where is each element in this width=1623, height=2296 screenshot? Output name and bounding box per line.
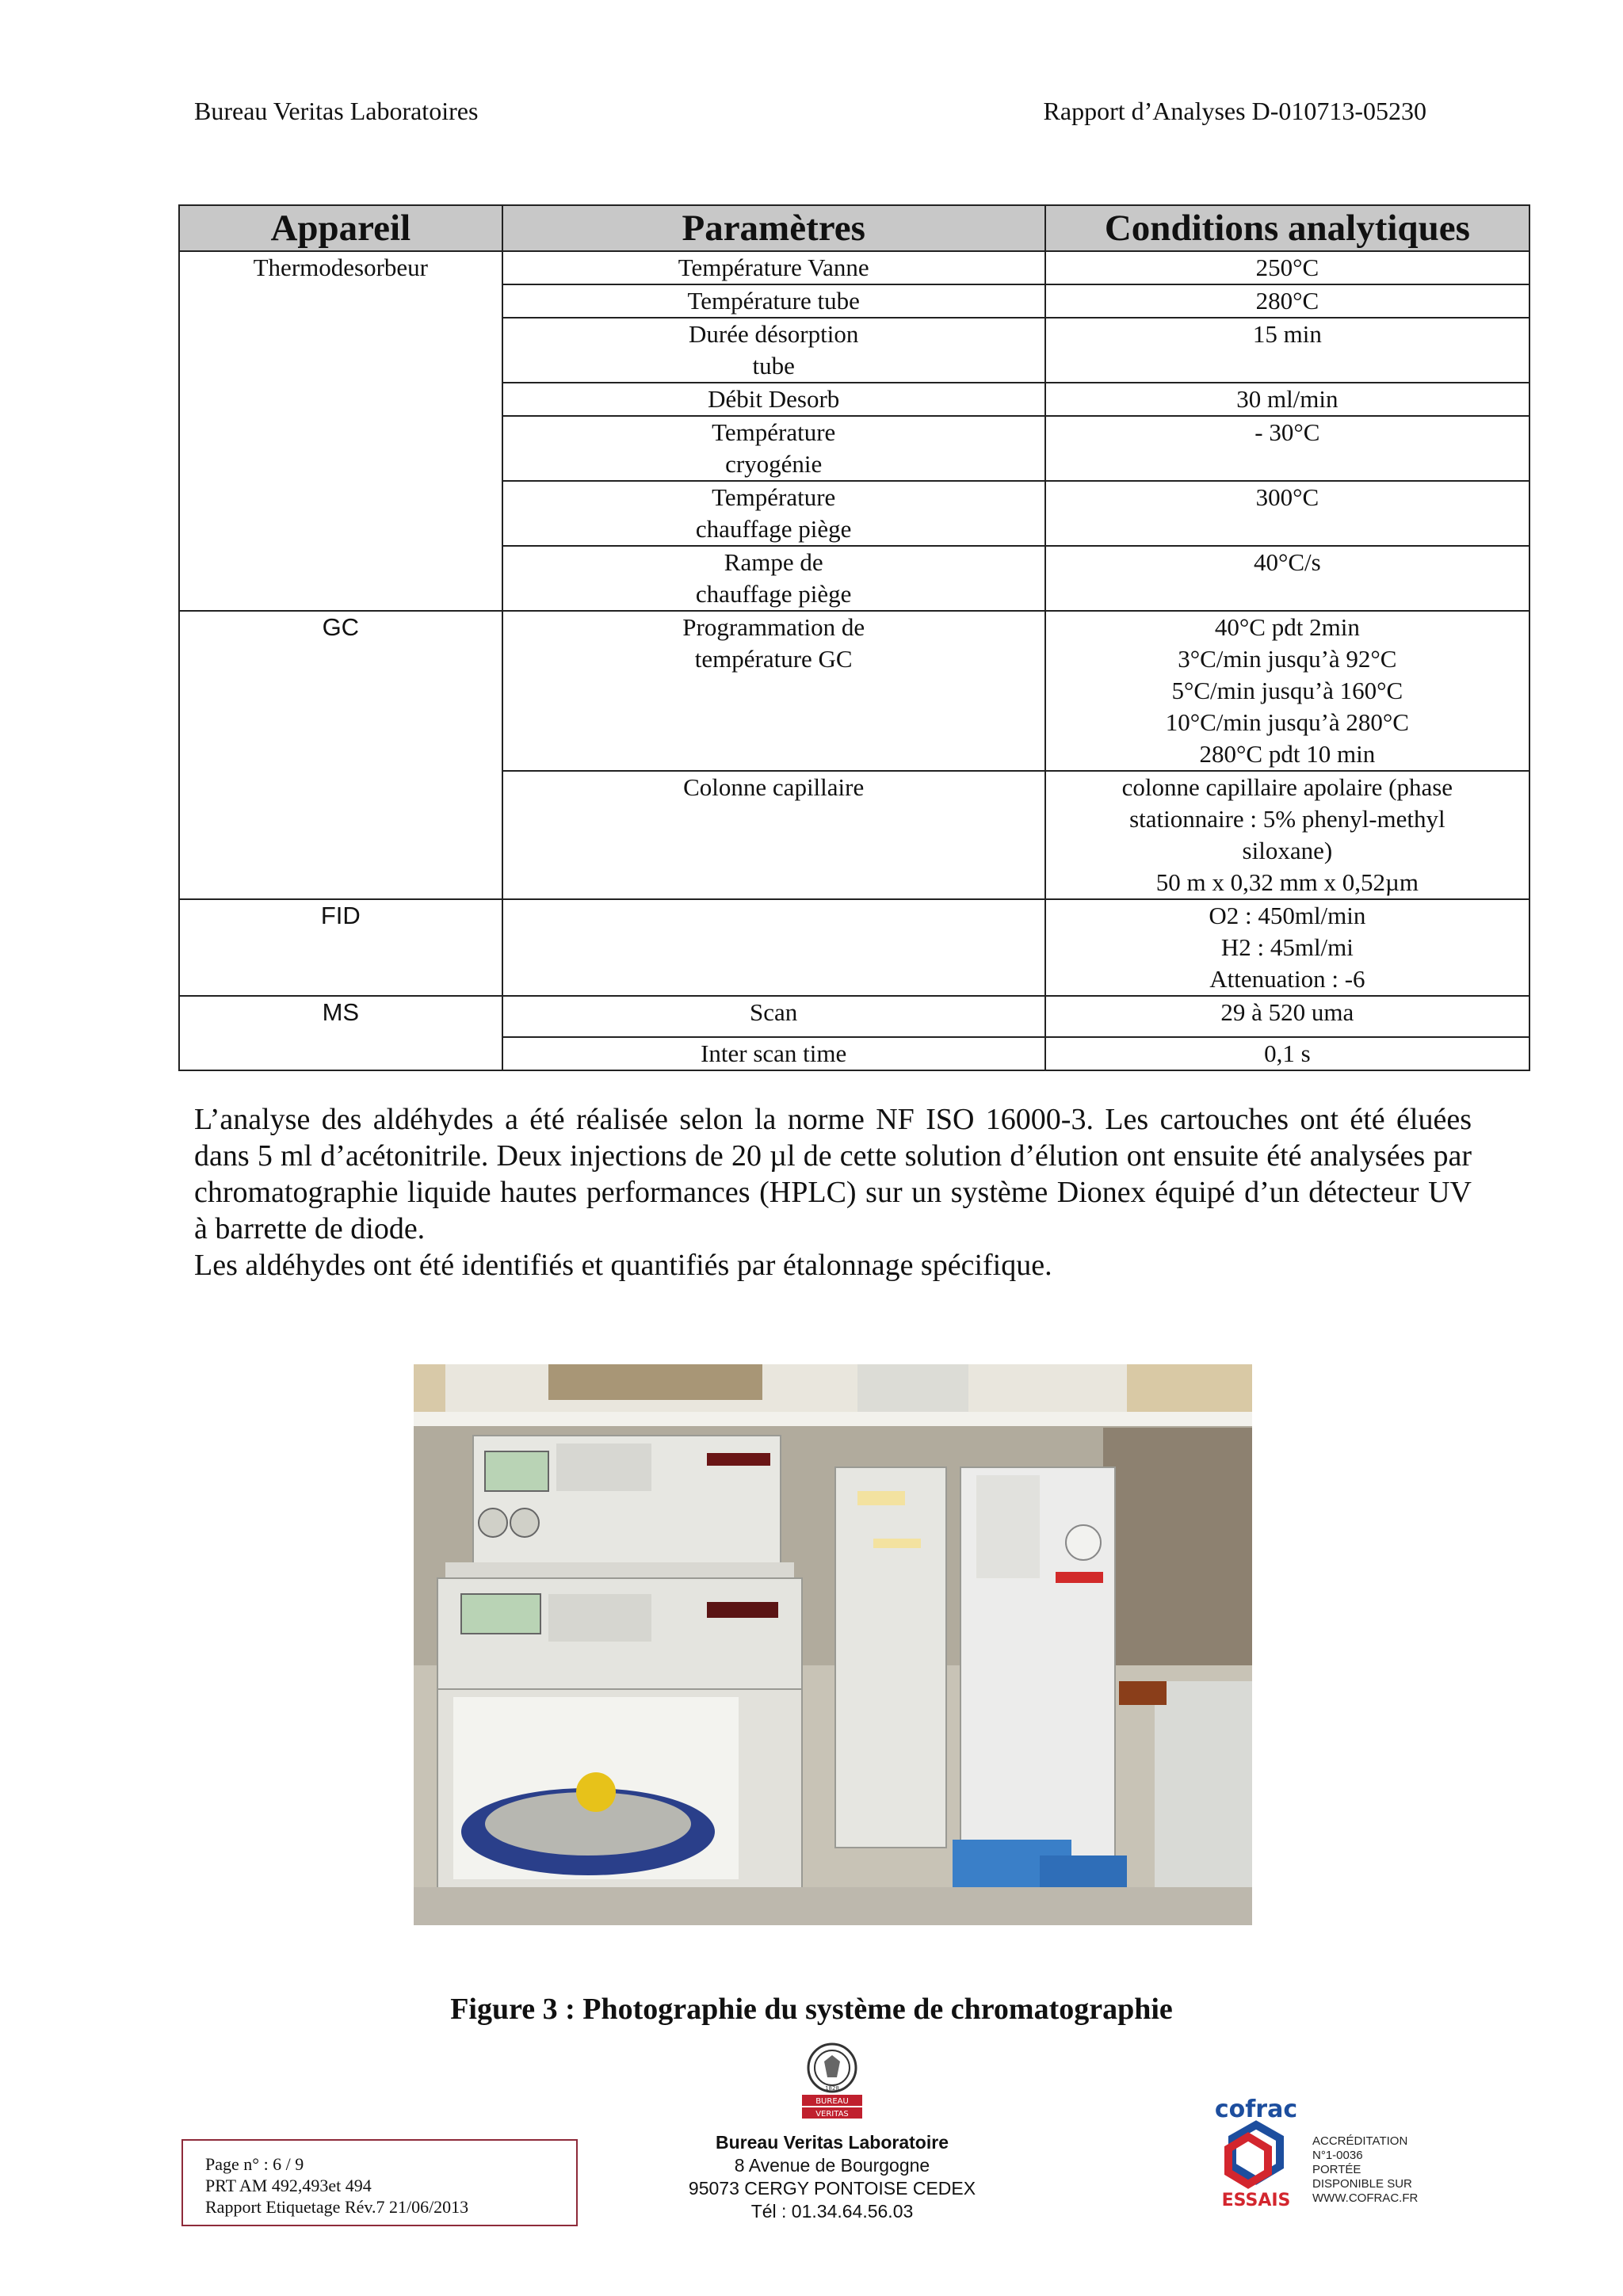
param-line: chauffage piège — [695, 515, 852, 543]
cofrac-logo — [1212, 2093, 1300, 2212]
chromatography-system-photo — [414, 1364, 1252, 1925]
param-cell — [502, 611, 1045, 771]
cond-line: 5°C/min jusqu’à 160°C — [1171, 677, 1403, 704]
lab-address — [650, 2131, 1014, 2223]
param-line: Scan — [750, 998, 798, 1026]
cond-line: colonne capillaire apolaire (phase — [1121, 773, 1453, 801]
appareil-thermodesorbeur: Thermodesorbeur — [179, 251, 502, 611]
cond-line: - 30°C — [1254, 418, 1320, 446]
header-report-number: Rapport d’Analyses D-010713-05230 — [1043, 97, 1426, 125]
param-cell-empty — [502, 899, 1045, 996]
cond-cell — [1045, 284, 1529, 318]
param-line: température GC — [694, 645, 853, 673]
param-line: Température Vanne — [678, 254, 869, 281]
cond-line: 3°C/min jusqu’à 92°C — [1178, 645, 1397, 673]
bv-logo-line-1: BUREAU — [815, 2097, 849, 2106]
param-line: Température — [712, 418, 836, 446]
param-cell — [502, 284, 1045, 318]
cond-cell — [1045, 416, 1529, 481]
procedure-reference: PRT AM 492,493et 494 — [205, 2176, 372, 2195]
accreditation-notice — [1312, 2134, 1418, 2206]
table-header-row — [179, 205, 1529, 251]
paragraph-aldehydes-method: L’analyse des aldéhydes a été réalisée selon la norme NF ISO 16000-3. Les cartouches ont été éluées dans 5 ml d’acétonitrile. Deux injections de 20 µl de cette solution d’élution ont ensuite été analysées par chromatographie liquide hautes performances (HPLC) sur un système Dionex équipé d’un détecteur UV à barrette de diode. — [194, 1103, 1472, 1245]
param-line: Rampe de — [724, 548, 823, 576]
param-line: Durée désorption — [689, 320, 859, 348]
cond-cell — [1045, 771, 1529, 899]
param-cell — [502, 481, 1045, 546]
table-row — [179, 611, 1529, 771]
accred-line: N°1-0036 — [1312, 2149, 1363, 2162]
cond-line: 40°C pdt 2min — [1214, 613, 1360, 641]
cond-line: 40°C/s — [1253, 548, 1321, 576]
accred-line: WWW.COFRAC.FR — [1312, 2191, 1419, 2205]
cond-line: O2 : 450ml/min — [1209, 902, 1366, 929]
cond-line: 0,1 s — [1264, 1039, 1311, 1067]
cond-line: 300°C — [1255, 483, 1319, 511]
bv-logo-line-2: VERITAS — [815, 2110, 849, 2119]
cond-cell — [1045, 611, 1529, 771]
cond-line: 29 à 520 uma — [1220, 998, 1354, 1026]
lab-city: 95073 CERGY PONTOISE CEDEX — [688, 2178, 976, 2199]
paragraph-aldehydes-quantification: Les aldéhydes ont été identifiés et quantifiés par étalonnage spécifique. — [194, 1249, 1052, 1282]
cond-cell — [1045, 251, 1529, 284]
param-cell — [502, 1037, 1045, 1070]
cond-line: H2 : 45ml/mi — [1220, 933, 1354, 961]
accred-line: DISPONIBLE SUR — [1312, 2177, 1412, 2191]
page-number: Page n° : 6 / 9 — [205, 2154, 304, 2174]
param-cell — [502, 251, 1045, 284]
param-cell — [502, 546, 1045, 611]
cond-cell — [1045, 1037, 1529, 1070]
lab-phone: Tél : 01.34.64.56.03 — [750, 2201, 914, 2222]
header-appareil: Appareil — [179, 205, 502, 251]
cond-cell — [1045, 996, 1529, 1037]
param-cell — [502, 318, 1045, 383]
cond-cell — [1045, 481, 1529, 546]
header-organization: Bureau Veritas Laboratoires — [194, 97, 479, 125]
revision-reference: Rapport Etiquetage Rév.7 21/06/2013 — [205, 2197, 469, 2217]
param-cell — [502, 383, 1045, 416]
method-paragraph — [194, 1101, 1472, 1283]
cond-line: 280°C — [1255, 287, 1319, 315]
page-info-box — [181, 2139, 578, 2226]
page-header — [194, 97, 1426, 128]
cond-cell — [1045, 318, 1529, 383]
cond-line: 280°C pdt 10 min — [1199, 740, 1376, 768]
param-line: Débit Desorb — [708, 385, 840, 413]
param-cell — [502, 996, 1045, 1037]
cond-cell — [1045, 899, 1529, 996]
accred-line: PORTÉE — [1312, 2163, 1361, 2176]
lab-street: 8 Avenue de Bourgogne — [734, 2155, 930, 2176]
table-row — [179, 899, 1529, 996]
lab-name: Bureau Veritas Laboratoire — [716, 2132, 949, 2153]
table-row — [179, 996, 1529, 1037]
param-line: cryogénie — [725, 450, 823, 478]
bureau-veritas-logo — [792, 2038, 872, 2125]
cond-line: 15 min — [1252, 320, 1322, 348]
param-line: Programmation de — [682, 613, 865, 641]
cond-line: Attenuation : -6 — [1209, 965, 1365, 993]
param-line: Température — [712, 483, 836, 511]
bv-logo-year: 1828 — [825, 2085, 839, 2092]
param-line: tube — [752, 352, 795, 379]
cond-cell — [1045, 383, 1529, 416]
cond-line: stationnaire : 5% phenyl-methyl — [1129, 805, 1445, 833]
cond-line: 10°C/min jusqu’à 280°C — [1165, 708, 1409, 736]
param-line: Température tube — [687, 287, 860, 315]
cofrac-wordmark: cofrac — [1214, 2096, 1298, 2123]
param-cell — [502, 771, 1045, 899]
param-line: Inter scan time — [701, 1039, 847, 1067]
header-conditions: Conditions analytiques — [1045, 205, 1529, 251]
cond-line: siloxane) — [1242, 837, 1333, 864]
table-row — [179, 251, 1529, 284]
analytical-parameters-table — [178, 204, 1530, 1071]
appareil-ms: MS — [179, 996, 502, 1070]
cond-line: 50 m x 0,32 mm x 0,52µm — [1155, 868, 1419, 896]
cond-cell — [1045, 546, 1529, 611]
cond-line: 30 ml/min — [1236, 385, 1338, 413]
param-cell — [502, 416, 1045, 481]
figure-caption: Figure 3 : Photographie du système de chromatographie — [450, 1993, 1173, 2026]
param-line: Colonne capillaire — [683, 773, 865, 801]
cofrac-essais: ESSAIS — [1221, 2191, 1291, 2210]
param-line: chauffage piège — [695, 580, 852, 608]
appareil-gc: GC — [179, 611, 502, 899]
accred-line: ACCRÉDITATION — [1312, 2134, 1408, 2148]
appareil-fid: FID — [179, 899, 502, 996]
cond-line: 250°C — [1255, 254, 1319, 281]
header-parametres: Paramètres — [502, 205, 1045, 251]
